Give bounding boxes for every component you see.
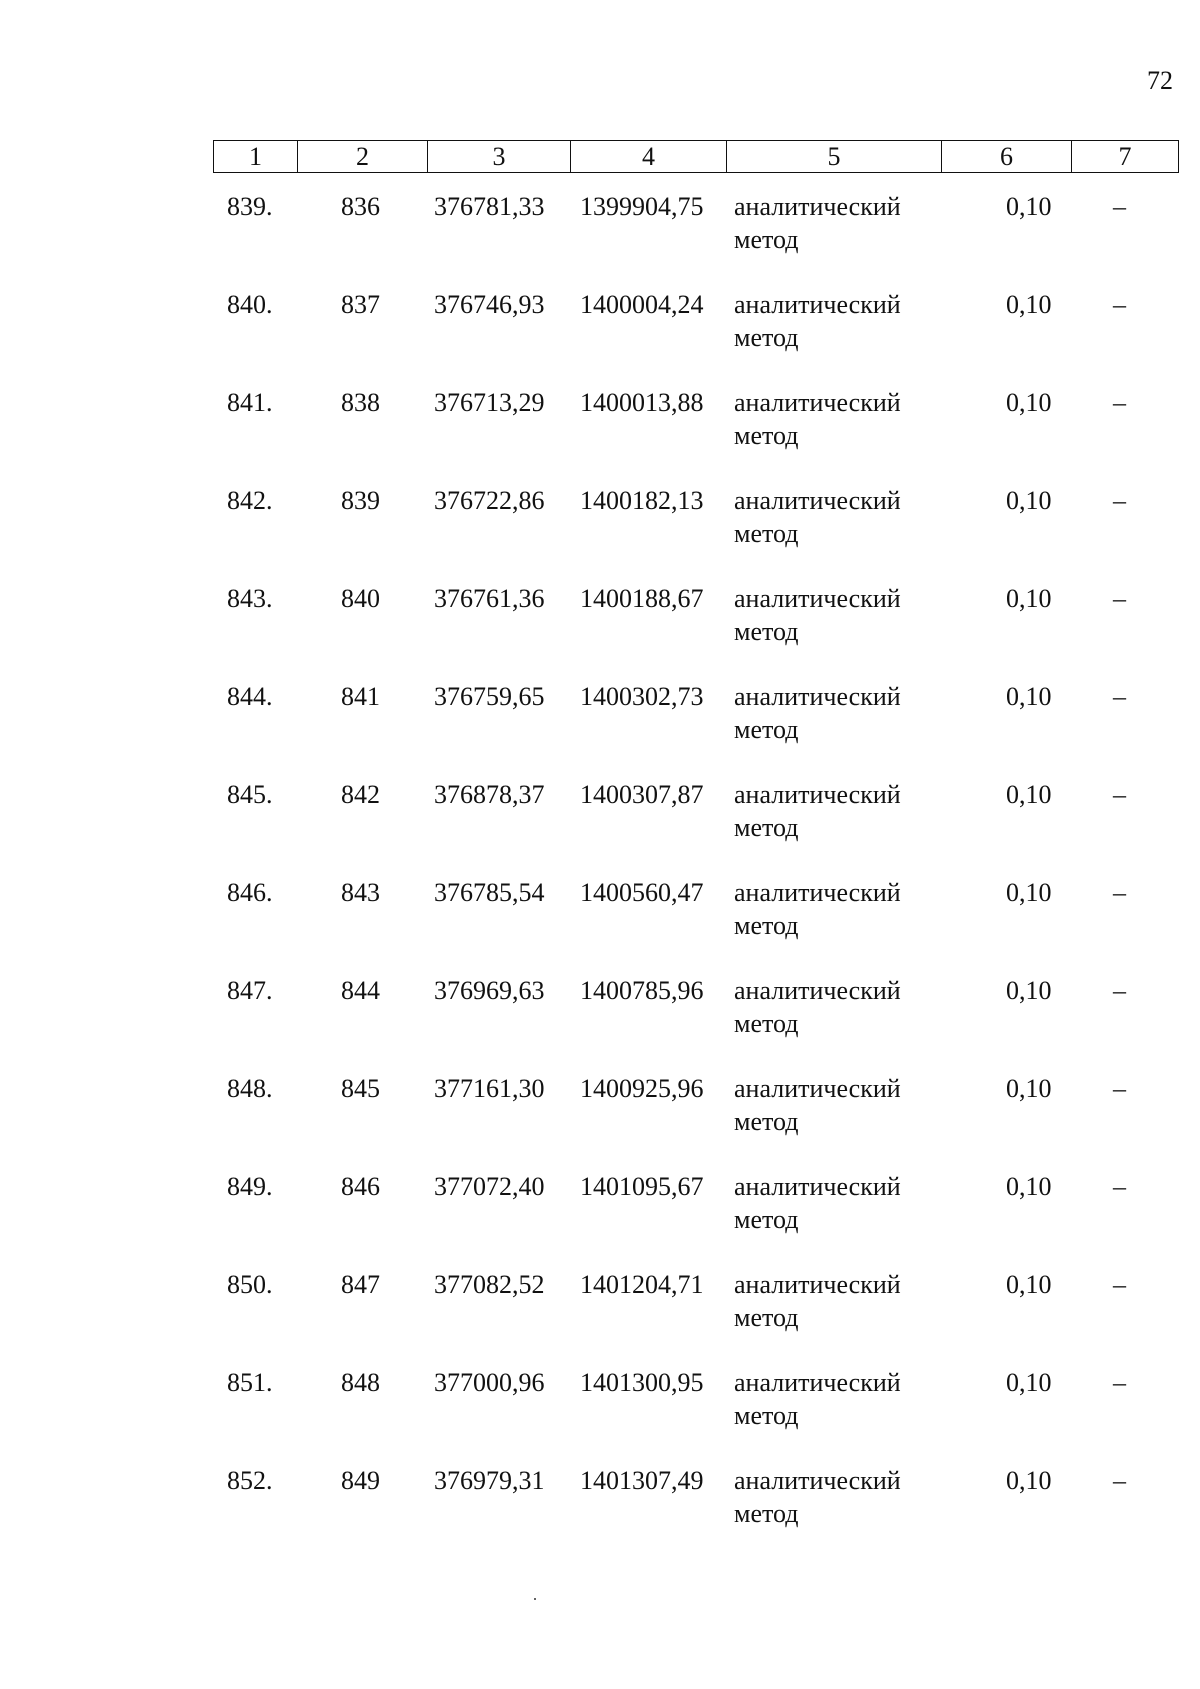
- note: –: [1113, 486, 1126, 515]
- note: –: [1113, 682, 1126, 711]
- row-index: 841.: [227, 388, 273, 417]
- table-row: [213, 288, 1178, 386]
- y-coordinate: 1400004,24: [580, 290, 704, 319]
- table-row: [213, 974, 1178, 1072]
- x-coordinate: 376746,93: [434, 290, 545, 319]
- method: аналитический метод: [734, 682, 901, 744]
- point-number: 840: [341, 584, 380, 613]
- x-coordinate: 376713,29: [434, 388, 545, 417]
- point-number: 842: [341, 780, 380, 809]
- accuracy: 0,10: [1006, 780, 1052, 809]
- method: аналитический метод: [734, 1074, 901, 1136]
- note: –: [1113, 584, 1126, 613]
- coordinates-table-body: [213, 190, 1178, 1562]
- row-index: 852.: [227, 1466, 273, 1495]
- row-index: 846.: [227, 878, 273, 907]
- accuracy: 0,10: [1006, 1270, 1052, 1299]
- accuracy: 0,10: [1006, 1172, 1052, 1201]
- note: –: [1113, 1368, 1126, 1397]
- column-header-row: [214, 141, 1179, 173]
- point-number: 839: [341, 486, 380, 515]
- table-row: [213, 680, 1178, 778]
- column-number-2: 2: [298, 141, 428, 173]
- accuracy: 0,10: [1006, 682, 1052, 711]
- row-index: 847.: [227, 976, 273, 1005]
- point-number: 836: [341, 192, 380, 221]
- x-coordinate: 376781,33: [434, 192, 545, 221]
- table-row: [213, 1268, 1178, 1366]
- y-coordinate: 1401307,49: [580, 1466, 704, 1495]
- column-number-4: 4: [571, 141, 727, 173]
- table-row: [213, 1464, 1178, 1562]
- row-index: 849.: [227, 1172, 273, 1201]
- row-index: 850.: [227, 1270, 273, 1299]
- x-coordinate: 377082,52: [434, 1270, 545, 1299]
- table-row: [213, 1072, 1178, 1170]
- y-coordinate: 1400925,96: [580, 1074, 704, 1103]
- accuracy: 0,10: [1006, 388, 1052, 417]
- column-number-1: 1: [214, 141, 298, 173]
- note: –: [1113, 1466, 1126, 1495]
- note: –: [1113, 290, 1126, 319]
- method: аналитический метод: [734, 584, 901, 646]
- method: аналитический метод: [734, 878, 901, 940]
- point-number: 838: [341, 388, 380, 417]
- column-number-5: 5: [727, 141, 942, 173]
- x-coordinate: 376785,54: [434, 878, 545, 907]
- table-row: [213, 1170, 1178, 1268]
- y-coordinate: 1401204,71: [580, 1270, 704, 1299]
- method: аналитический метод: [734, 780, 901, 842]
- note: –: [1113, 878, 1126, 907]
- accuracy: 0,10: [1006, 976, 1052, 1005]
- row-index: 843.: [227, 584, 273, 613]
- accuracy: 0,10: [1006, 1466, 1052, 1495]
- method: аналитический метод: [734, 976, 901, 1038]
- note: –: [1113, 388, 1126, 417]
- y-coordinate: 1401095,67: [580, 1172, 704, 1201]
- accuracy: 0,10: [1006, 192, 1052, 221]
- method: аналитический метод: [734, 192, 901, 254]
- method: аналитический метод: [734, 1466, 901, 1528]
- method: аналитический метод: [734, 1172, 901, 1234]
- point-number: 837: [341, 290, 380, 319]
- y-coordinate: 1400182,13: [580, 486, 704, 515]
- column-number-6: 6: [942, 141, 1072, 173]
- point-number: 847: [341, 1270, 380, 1299]
- table-row: [213, 778, 1178, 876]
- note: –: [1113, 1074, 1126, 1103]
- method: аналитический метод: [734, 1368, 901, 1430]
- table-row: [213, 876, 1178, 974]
- row-index: 840.: [227, 290, 273, 319]
- point-number: 848: [341, 1368, 380, 1397]
- method: аналитический метод: [734, 1270, 901, 1332]
- table-row: [213, 190, 1178, 288]
- y-coordinate: 1400302,73: [580, 682, 704, 711]
- x-coordinate: 376722,86: [434, 486, 545, 515]
- scan-speck: [534, 1598, 536, 1600]
- row-index: 842.: [227, 486, 273, 515]
- note: –: [1113, 1270, 1126, 1299]
- accuracy: 0,10: [1006, 1074, 1052, 1103]
- y-coordinate: 1400307,87: [580, 780, 704, 809]
- x-coordinate: 376759,65: [434, 682, 545, 711]
- row-index: 845.: [227, 780, 273, 809]
- x-coordinate: 376969,63: [434, 976, 545, 1005]
- accuracy: 0,10: [1006, 290, 1052, 319]
- note: –: [1113, 192, 1126, 221]
- y-coordinate: 1400560,47: [580, 878, 704, 907]
- accuracy: 0,10: [1006, 584, 1052, 613]
- page-number: 72: [1147, 66, 1173, 95]
- y-coordinate: 1400785,96: [580, 976, 704, 1005]
- point-number: 841: [341, 682, 380, 711]
- row-index: 844.: [227, 682, 273, 711]
- point-number: 843: [341, 878, 380, 907]
- point-number: 849: [341, 1466, 380, 1495]
- x-coordinate: 376979,31: [434, 1466, 545, 1495]
- column-header-table: [213, 140, 1179, 173]
- x-coordinate: 377161,30: [434, 1074, 545, 1103]
- x-coordinate: 376761,36: [434, 584, 545, 613]
- y-coordinate: 1401300,95: [580, 1368, 704, 1397]
- table-row: [213, 484, 1178, 582]
- x-coordinate: 377000,96: [434, 1368, 545, 1397]
- note: –: [1113, 1172, 1126, 1201]
- row-index: 851.: [227, 1368, 273, 1397]
- method: аналитический метод: [734, 486, 901, 548]
- y-coordinate: 1399904,75: [580, 192, 704, 221]
- note: –: [1113, 976, 1126, 1005]
- row-index: 839.: [227, 192, 273, 221]
- point-number: 845: [341, 1074, 380, 1103]
- table-row: [213, 1366, 1178, 1464]
- column-number-3: 3: [428, 141, 571, 173]
- note: –: [1113, 780, 1126, 809]
- y-coordinate: 1400188,67: [580, 584, 704, 613]
- x-coordinate: 376878,37: [434, 780, 545, 809]
- method: аналитический метод: [734, 388, 901, 450]
- y-coordinate: 1400013,88: [580, 388, 704, 417]
- x-coordinate: 377072,40: [434, 1172, 545, 1201]
- accuracy: 0,10: [1006, 1368, 1052, 1397]
- column-number-7: 7: [1072, 141, 1179, 173]
- table-row: [213, 386, 1178, 484]
- accuracy: 0,10: [1006, 878, 1052, 907]
- point-number: 844: [341, 976, 380, 1005]
- row-index: 848.: [227, 1074, 273, 1103]
- table-row: [213, 582, 1178, 680]
- point-number: 846: [341, 1172, 380, 1201]
- accuracy: 0,10: [1006, 486, 1052, 515]
- method: аналитический метод: [734, 290, 901, 352]
